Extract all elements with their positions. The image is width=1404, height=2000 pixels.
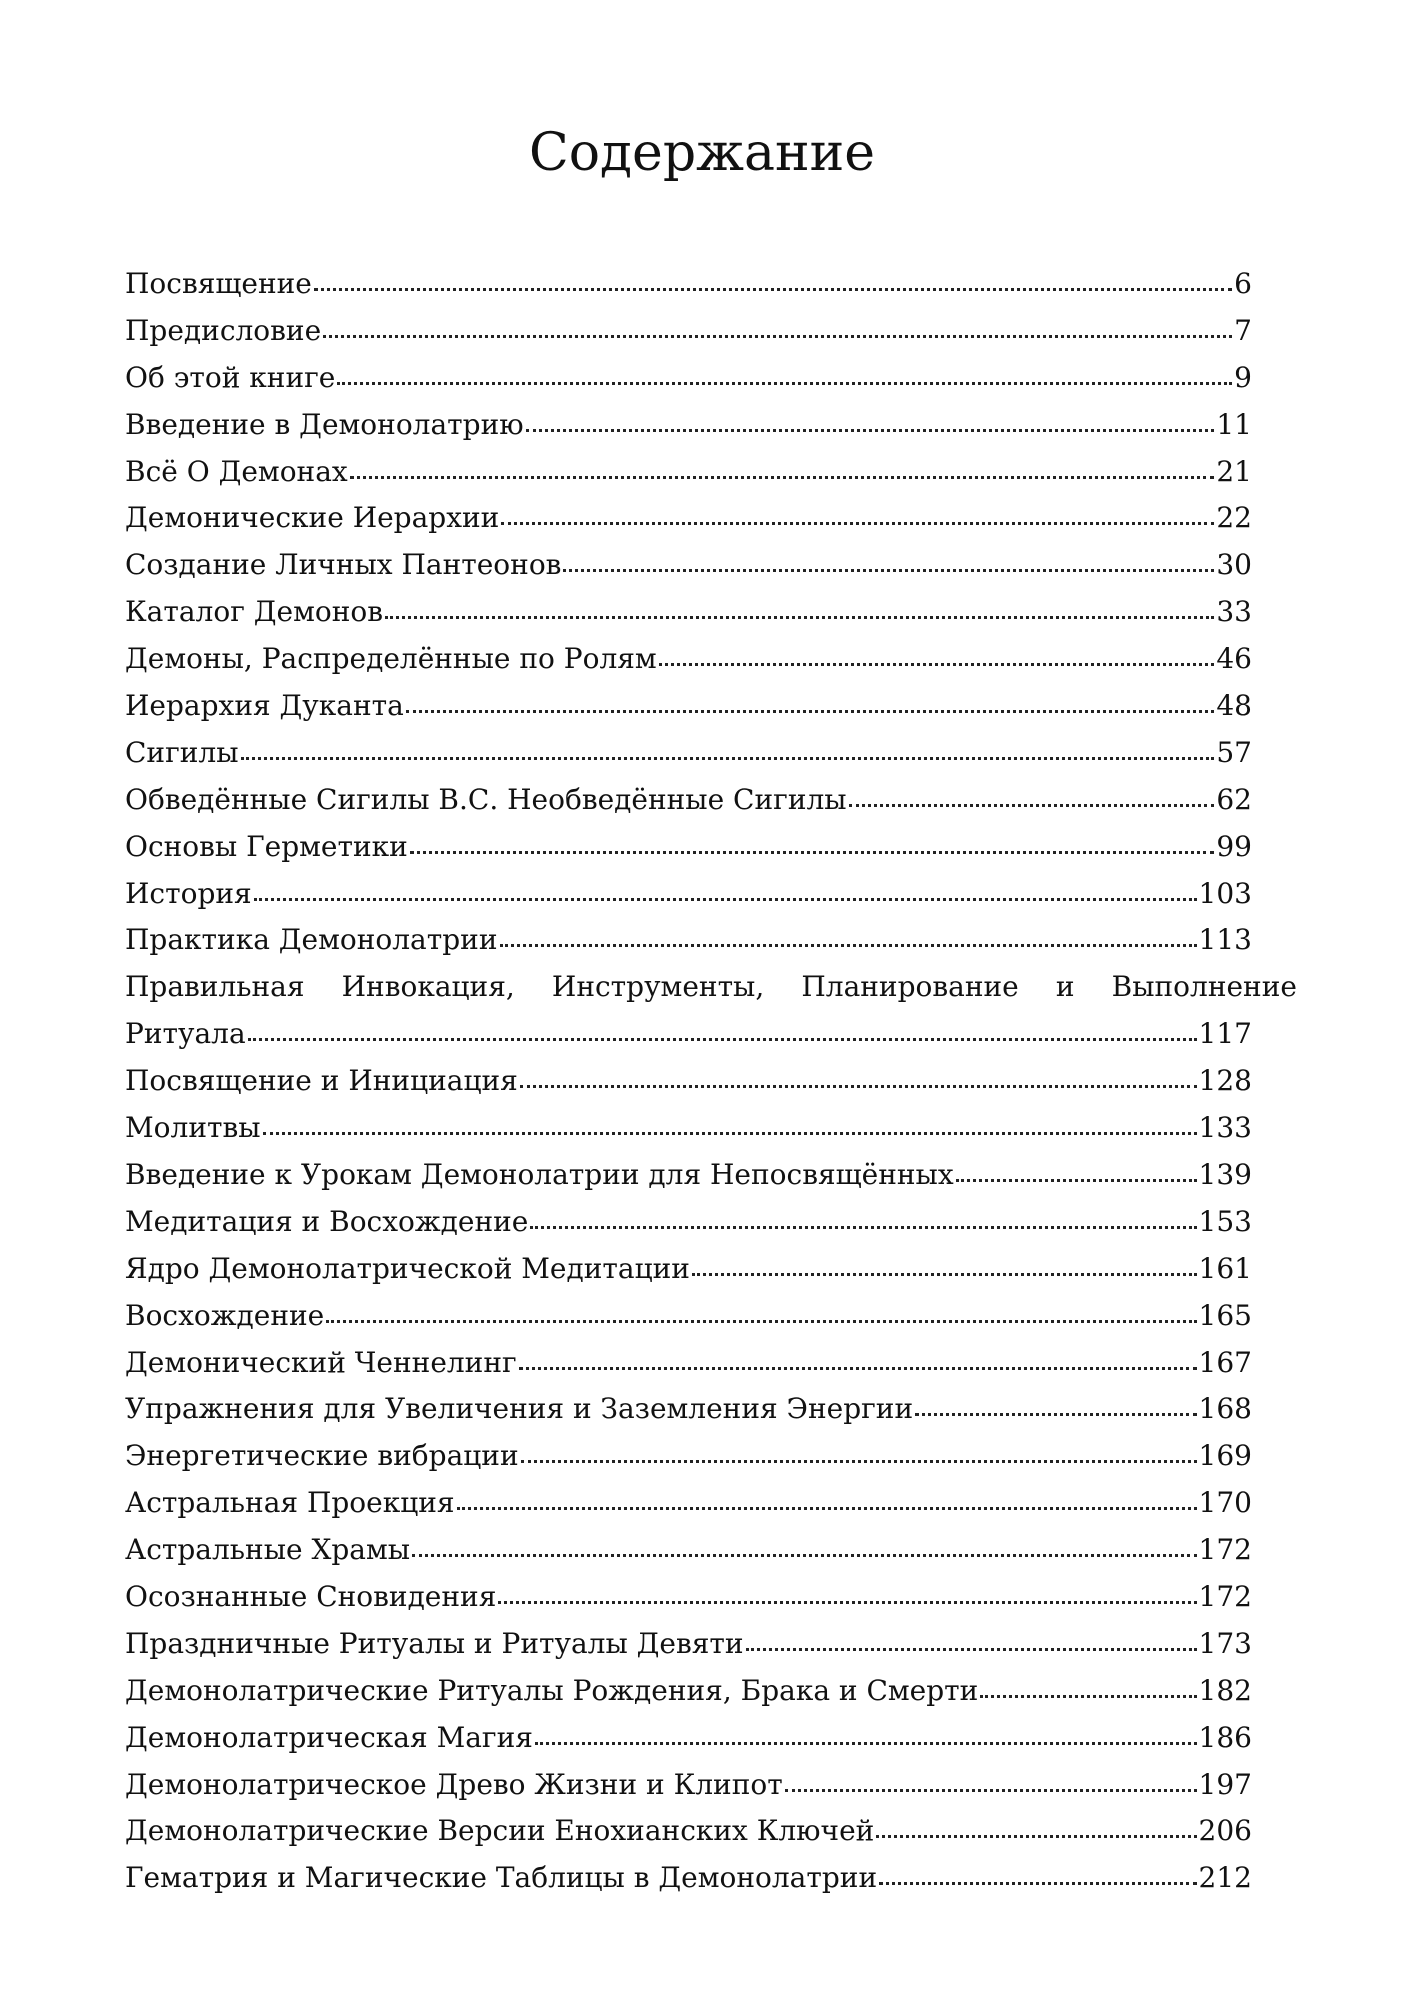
toc-entry-page: 139 xyxy=(1198,1157,1252,1191)
toc-entry-label: Всё О Демонах xyxy=(125,454,348,488)
toc-entry xyxy=(125,730,1252,777)
toc-entry xyxy=(125,1293,1252,1340)
dot-leader xyxy=(659,663,1215,666)
toc-entry-label: Иерархия Дуканта xyxy=(125,689,404,723)
toc-entry-page: 22 xyxy=(1216,501,1252,535)
dot-leader xyxy=(530,1226,1196,1229)
toc-entry-word: Инструменты, xyxy=(551,970,765,1004)
toc-entry xyxy=(125,308,1252,355)
dot-leader xyxy=(410,851,1215,854)
dot-leader xyxy=(457,1507,1197,1510)
toc-entry-label-line1 xyxy=(125,964,1297,1011)
toc-entry xyxy=(125,1715,1252,1762)
dot-leader xyxy=(980,1695,1196,1698)
toc-entry-label: Восхождение xyxy=(125,1298,325,1332)
toc-entry xyxy=(125,1855,1252,1902)
toc-entry-word: Выполнение xyxy=(1111,970,1297,1004)
toc-entry-page: 197 xyxy=(1198,1767,1252,1801)
toc-entry-label: Астральные Храмы xyxy=(125,1533,411,1567)
toc-entry xyxy=(125,495,1252,542)
dot-leader xyxy=(876,1835,1196,1838)
toc-entry-label: Демонолатрическая Магия xyxy=(125,1720,533,1754)
dot-leader xyxy=(849,804,1215,807)
toc-entry-page: 128 xyxy=(1198,1064,1252,1098)
toc-entry xyxy=(125,589,1252,636)
toc-entry xyxy=(125,917,1252,964)
toc-entry-page: 168 xyxy=(1198,1392,1252,1426)
dot-leader xyxy=(241,757,1215,760)
toc-entry-page: 170 xyxy=(1198,1486,1252,1520)
toc-entry-page: 48 xyxy=(1216,689,1252,723)
dot-leader xyxy=(248,1038,1197,1041)
toc-entry-label: Демоны, Распределённые по Ролям xyxy=(125,642,657,676)
dot-leader xyxy=(692,1273,1197,1276)
toc-entry-page: 30 xyxy=(1216,548,1252,582)
toc-entry-page: 99 xyxy=(1216,829,1252,863)
toc-entry-label: Астральная Проекция xyxy=(125,1486,455,1520)
toc-entry xyxy=(125,1199,1252,1246)
dot-leader xyxy=(526,429,1215,432)
toc-entry-label: Демонолатрические Версии Енохианских Ключей xyxy=(125,1814,875,1848)
toc-entry-label: Каталог Демонов xyxy=(125,595,384,629)
toc-entry-page: 173 xyxy=(1198,1626,1252,1660)
toc-entry xyxy=(125,542,1252,589)
toc-entry-word: и xyxy=(1055,970,1075,1004)
dot-leader xyxy=(563,569,1214,572)
dot-leader xyxy=(337,382,1232,385)
toc-entry-label: Предисловие xyxy=(125,313,322,347)
toc-entry-label: Праздничные Ритуалы и Ритуалы Девяти xyxy=(125,1626,744,1660)
toc-entry xyxy=(125,1386,1252,1433)
dot-leader xyxy=(350,476,1215,479)
toc-entry xyxy=(125,1152,1252,1199)
dot-leader xyxy=(498,1601,1196,1604)
toc-entry xyxy=(125,402,1252,449)
toc-entry-label: Демонолатрическое Древо Жизни и Клипот xyxy=(125,1767,783,1801)
toc-entry xyxy=(125,1105,1252,1152)
toc-entry xyxy=(125,683,1252,730)
toc-entry xyxy=(125,1574,1252,1621)
toc-entry xyxy=(125,1808,1252,1855)
toc-entry-label: Об этой книге xyxy=(125,360,336,394)
toc-entry-page: 113 xyxy=(1198,923,1252,957)
toc-entry-label: Ядро Демонолатрической Медитации xyxy=(125,1251,690,1285)
toc-entry xyxy=(125,1058,1252,1105)
toc-entry xyxy=(125,1246,1252,1293)
dot-leader xyxy=(314,288,1232,291)
dot-leader xyxy=(520,1085,1197,1088)
toc-entry-page: 46 xyxy=(1216,642,1252,676)
toc-entry-label: Медитация и Восхождение xyxy=(125,1204,529,1238)
toc-entry-word: Правильная xyxy=(125,970,305,1004)
toc-entry-page: 161 xyxy=(1198,1251,1252,1285)
dot-leader xyxy=(263,1132,1197,1135)
dot-leader xyxy=(500,944,1197,947)
toc-entry-page: 172 xyxy=(1198,1579,1252,1613)
toc-entry xyxy=(125,449,1252,496)
toc-entry-page: 21 xyxy=(1216,454,1252,488)
toc-entry xyxy=(125,261,1252,308)
dot-leader xyxy=(519,1367,1197,1370)
toc-entry xyxy=(125,1340,1252,1387)
toc-entry-label: Демонические Иерархии xyxy=(125,501,500,535)
dot-leader xyxy=(521,1460,1197,1463)
toc-entry-page: 103 xyxy=(1198,876,1252,910)
toc-entry-page: 133 xyxy=(1198,1111,1252,1145)
toc-entry-page: 169 xyxy=(1198,1439,1252,1473)
dot-leader xyxy=(254,898,1197,901)
toc-entry xyxy=(125,1762,1252,1809)
dot-leader xyxy=(535,1742,1197,1745)
toc-entry-page: 117 xyxy=(1198,1017,1252,1051)
toc-entry-word: Инвокация, xyxy=(341,970,515,1004)
toc-entry-page: 153 xyxy=(1198,1204,1252,1238)
toc-entry-label: Посвящение и Инициация xyxy=(125,1064,518,1098)
toc-entry-label: Энергетические вибрации xyxy=(125,1439,519,1473)
toc-entry xyxy=(125,636,1252,683)
toc-entry-page: 57 xyxy=(1216,735,1252,769)
toc-entry-label: Молитвы xyxy=(125,1111,261,1145)
dot-leader xyxy=(915,1413,1196,1416)
toc-entry xyxy=(125,824,1252,871)
toc-entry xyxy=(125,871,1252,918)
toc-entry xyxy=(125,1480,1252,1527)
toc-entry xyxy=(125,777,1252,824)
toc-entry-label: Демонический Ченнелинг xyxy=(125,1345,517,1379)
toc-entry-label: История xyxy=(125,876,252,910)
toc-entry-page: 11 xyxy=(1216,407,1252,441)
dot-leader xyxy=(406,710,1215,713)
page-title: Содержание xyxy=(528,123,876,183)
toc-entry-page: 62 xyxy=(1216,782,1252,816)
toc-entry-page: 167 xyxy=(1198,1345,1252,1379)
toc-entry-label: Практика Демонолатрии xyxy=(125,923,498,957)
toc-entry-label: Введение к Урокам Демонолатрии для Непосвящённых xyxy=(125,1157,954,1191)
dot-leader xyxy=(501,522,1214,525)
dot-leader xyxy=(956,1179,1197,1182)
toc-entry xyxy=(125,964,1297,1058)
toc-entry-page: 6 xyxy=(1234,267,1252,300)
toc-entry-label: Упражнения для Увеличения и Заземления Энергии xyxy=(125,1392,914,1426)
dot-leader xyxy=(746,1648,1197,1651)
toc-entry-page: 172 xyxy=(1198,1533,1252,1567)
toc-entry xyxy=(125,1668,1252,1715)
toc-entry-page: 165 xyxy=(1198,1298,1252,1332)
toc-entry-label: Введение в Демонолатрию xyxy=(125,407,524,441)
table-of-contents xyxy=(125,261,1297,1902)
toc-entry xyxy=(125,1621,1252,1668)
dot-leader xyxy=(323,335,1232,338)
toc-entry-label: Демонолатрические Ритуалы Рождения, Брака и Смерти xyxy=(125,1673,979,1707)
dot-leader xyxy=(879,1882,1196,1885)
toc-entry-label: Осознанные Сновидения xyxy=(125,1579,497,1613)
toc-entry xyxy=(125,1527,1252,1574)
toc-entry-page: 182 xyxy=(1198,1673,1252,1707)
toc-entry-page: 9 xyxy=(1234,360,1252,394)
toc-entry xyxy=(125,355,1252,402)
toc-entry-page: 7 xyxy=(1234,313,1252,347)
toc-entry-page: 206 xyxy=(1198,1814,1252,1848)
toc-entry-label-line2: Ритуала xyxy=(125,1017,246,1051)
toc-entry-label: Сигилы xyxy=(125,735,239,769)
toc-entry-page: 212 xyxy=(1198,1861,1252,1895)
toc-entry-label: Создание Личных Пантеонов xyxy=(125,548,562,582)
toc-entry-label: Посвящение xyxy=(125,267,312,300)
dot-leader xyxy=(785,1789,1197,1792)
toc-entry-page: 186 xyxy=(1198,1720,1252,1754)
toc-entry-label: Гематрия и Магические Таблицы в Демонолатрии xyxy=(125,1861,878,1895)
toc-entry xyxy=(125,1433,1252,1480)
toc-entry-label: Основы Герметики xyxy=(125,829,408,863)
dot-leader xyxy=(326,1320,1196,1323)
dot-leader xyxy=(385,616,1214,619)
toc-entry-page: 33 xyxy=(1216,595,1252,629)
dot-leader xyxy=(412,1554,1196,1557)
toc-entry-word: Планирование xyxy=(801,970,1019,1004)
toc-entry-label: Обведённые Сигилы В.С. Необведённые Сигилы xyxy=(125,782,847,816)
